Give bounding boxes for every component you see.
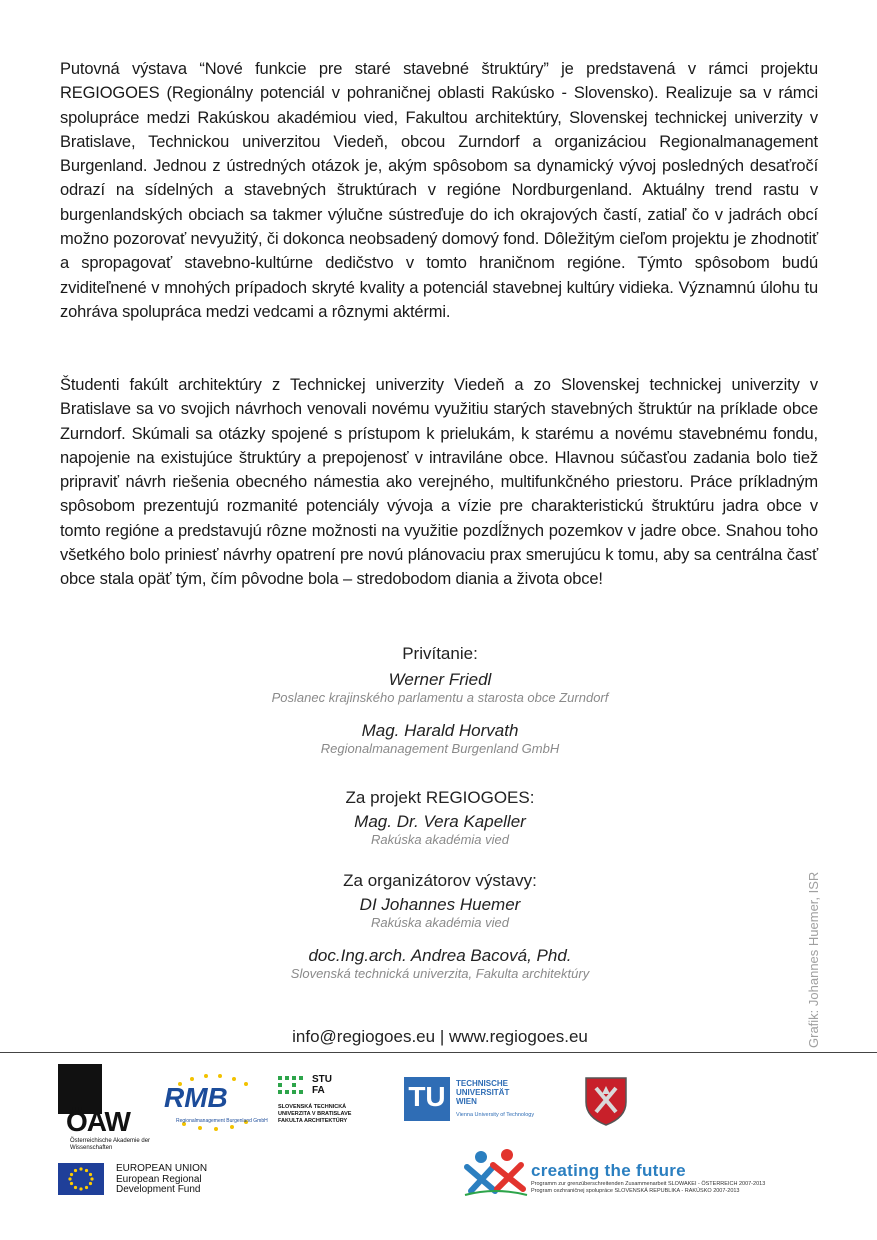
tu-name-line-3: WIEN xyxy=(456,1097,477,1106)
intro-paragraph: Putovná výstava “Nové funkcie pre staré stavebné štruktúry” je predstavená v rámci projektu REGIOGOES (Regionálny potenciál v pohraničnej oblasti Rakúsko - Slovensko). Realizuje sa v rámci spolupráce medzi Rakúskou akadémiou vied, Fakultou architektúry, Slovenskej technickej univerzity v Bratislave, Technickou univerzitou Viedeň, obcou Zurndorf a organizáciou Regionalmanagement Burgenland. Jednou z ústredných otázok je, akým spôsobom sa dynamický vývoj posledných desaťročí odrazí na sídelných a stavebných štruktúrach v regióne Nordburgenland. Aktuálny trend rastu v burgenlandských obciach sa takmer výlučne sústreďuje do ich okrajových častí, zatiaľ čo v jadrách obcí možno pozorovať nevyužitý, či dokonca neobsadený domový fond. Dôležitým cieľom projektu je zhodnotiť a spropagovať stavebno-kultúrne dedičstvo v tomto hraničnom regióne. Týmto spôsobom budú zviditeľnené v mnohých prípadoch skryté kvality a potenciál stavebnej kultúry vidieka. Významnú úlohu tu zohráva spolupráca medzi vedcami a rôznymi aktérmi. xyxy=(60,60,818,321)
figures-icon xyxy=(463,1147,529,1197)
tu-logo-box: TU xyxy=(404,1077,450,1121)
stu-name xyxy=(312,1074,332,1096)
stu-name-line-2: FA xyxy=(312,1085,325,1096)
ctf-line-2: Program cezhraničnej spolupráce SLOVENSKÁ REPUBLIKA - RAKÚSKO 2007-2013 xyxy=(531,1188,740,1194)
stu-dots-icon xyxy=(278,1076,308,1096)
project-1-name: Mag. Dr. Vera Kapeller xyxy=(354,812,526,831)
footer-divider xyxy=(0,1052,877,1053)
oaw-logo-text: ÖAW xyxy=(66,1106,130,1137)
eu-erdf-logo xyxy=(58,1163,238,1199)
zurndorf-coat-of-arms-icon xyxy=(584,1076,628,1126)
ctf-title: creating the future xyxy=(531,1161,686,1180)
eu-logo-text xyxy=(116,1164,207,1196)
creating-the-future-logo xyxy=(463,1147,833,1199)
stu-sub-line-3: FAKULTA ARCHITEKTÚRY xyxy=(278,1118,348,1124)
welcome-2-name: Mag. Harald Horvath xyxy=(361,721,519,740)
project-1-affiliation: Rakúska akadémia vied xyxy=(370,832,510,847)
welcome-1-name: Werner Friedl xyxy=(388,670,492,689)
tu-name-line-2: UNIVERSITÄT xyxy=(456,1088,510,1097)
organizer-2-name: doc.Ing.arch. Andrea Bacová, Phd. xyxy=(308,946,572,965)
oaw-logo-subtitle: Österreichische Akademie der Wissenschaften xyxy=(70,1138,151,1151)
stu-name-line-1: STU xyxy=(312,1074,332,1085)
stu-sub-line-2: UNIVERZITA V BRATISLAVE xyxy=(278,1111,352,1117)
tu-name-line-1: TECHNISCHE xyxy=(456,1079,509,1088)
tu-subtitle: Vienna University of Technology xyxy=(456,1112,535,1118)
eu-line-1: EUROPEAN UNION xyxy=(116,1163,208,1174)
oaw-logo xyxy=(58,1064,153,1154)
organizer-2-affiliation: Slovenská technická univerzita, Fakulta architektúry xyxy=(290,966,590,981)
stu-fa-logo xyxy=(278,1074,388,1134)
stu-sub-line-1: SLOVENSKÁ TECHNICKÁ xyxy=(278,1104,347,1110)
ctf-line-1: Programm zur grenzüberschreitenden Zusammenarbeit SLOWAKEI - ÖSTERREICH 2007-2013 xyxy=(531,1181,766,1187)
welcome-2-affiliation: Regionalmanagement Burgenland GmbH xyxy=(320,741,560,756)
organizer-1-affiliation: Rakúska akadémia vied xyxy=(370,915,510,930)
welcome-heading: Privítanie: xyxy=(402,644,478,663)
welcome-1-affiliation: Poslanec krajinského parlamentu a starosta obce Zurndorf xyxy=(271,690,609,705)
rmb-logo xyxy=(160,1072,270,1132)
eu-line-2: European Regional xyxy=(116,1173,202,1185)
rmb-logo-subtitle: Regionalmanagement Burgenland GmbH xyxy=(176,1118,268,1124)
eu-flag-icon xyxy=(58,1163,104,1195)
tu-name xyxy=(456,1079,509,1106)
organizer-1-name: DI Johannes Huemer xyxy=(359,895,521,914)
tu-wien-logo xyxy=(404,1077,574,1125)
organizers-heading: Za organizátorov výstavy: xyxy=(343,871,537,890)
project-heading: Za projekt REGIOGOES: xyxy=(345,788,535,807)
stu-subtitle xyxy=(278,1104,388,1125)
students-paragraph: Študenti fakúlt architektúry z Technickej univerzity Viedeň a zo Slovenskej technickej univerzity v Bratislave sa vo svojich návrhoch venovali novému využitiu starých stavebných štruktúr na príklade obce Zurndorf. Skúmali sa otázky spojené s prístupom k prielukám, k starému a novému stavebnému fondu, napojenie na existujúce štruktúry a prepojenosť v intraviláne obce. Hlavnou súčasťou zadania bolo tiež pripraviť návrh riešenia obecného námestia ako verejného, multifunkčného priestoru. Práce príkladným spôsobom prezentujú rozmanité potenciály vývoja a vízie pre charakteristickú štruktúru jadra obce v tomto regióne a predstavujú rôzne možnosti na využitie pozdĺžnych pozemkov v jadre obce. Snahou toho všetkého bolo priniesť návrhy opatrení pre novú plánovaciu prax smerujúcu k tomu, aby sa centrálna časť obce stala opäť tým, čím pôvodne bola – stredobodom diania a života obce! xyxy=(60,376,818,589)
eu-line-3: Development Fund xyxy=(116,1184,201,1195)
graphic-credit: Grafik: Johannes Huemer, ISR xyxy=(806,871,821,1048)
credits-block xyxy=(190,643,690,982)
contact-line[interactable]: info@regiogoes.eu | www.regiogoes.eu xyxy=(292,1027,588,1046)
rmb-logo-text: RMB xyxy=(164,1082,228,1113)
